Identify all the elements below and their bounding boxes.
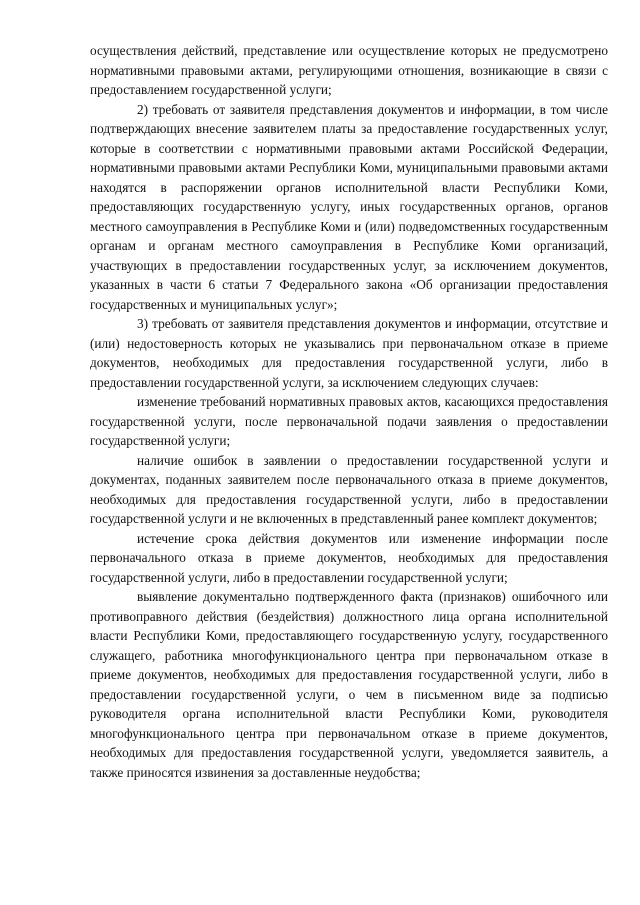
paragraph-continuation: осуществления действий, представление или осуществление которых не предусмотрено нормативными правовыми актами, регулирующими отношения, возникающие в связи с предоставлением государственной услуги; (90, 43, 608, 97)
paragraph-case-expiry: истечение срока действия документов или изменение информации после первоначального отказа в приеме документов, необходимых для предоставления государственной услуги, либо в предоставлении государственной услуги; (90, 530, 608, 585)
paragraph-case-misconduct: выявление документально подтвержденного факта (признаков) ошибочного или противоправного действия (бездействия) должностного лица органа исполнительной власти Республики Коми, предоставляющего государственную услугу, государственного служащего, работника многофункционального центра при первоначальном отказе в приеме документов, необходимых для предоставления государственной услуги, либо в предоставлении государственной услуги, о чем в письменном виде за подписью руководителя органа исполнительной власти Республики Коми, руководителя многофункционального центра при первоначальном отказе в приеме документов, необходимых для предоставления государственной услуги, уведомляется заявитель, а также приносятся извинения за доставленные неудобства; (90, 589, 608, 780)
document-page (90, 41, 608, 782)
paragraph-item-2: 2) требовать от заявителя представления документов и информации, в том числе подтверждающих внесение заявителем платы за предоставление государственных услуг, которые в соответствии с нормативными правовыми актами Российской Федерации, нормативными правовыми актами Республики Коми, муниципальными правовыми актами находятся в распоряжении органов исполнительной власти Республики Коми, предоставляющих государственную услугу, иных государственных органов, органов местного самоуправления в Республике Коми и (или) подведомственных государственным органам и органам местного самоуправления в Республике Коми организаций, участвующих в предоставлении государственных услуг, за исключением документов, указанных в части 6 статьи 7 Федерального закона «Об организации предоставления государственных и муниципальных услуг»; (90, 101, 608, 312)
paragraph-item-3: 3) требовать от заявителя представления документов и информации, отсутствие и (или) недостоверность которых не указывались при первоначальном отказе в приеме документов, необходимых для предоставления государственной услуги, либо в предоставлении государственной услуги, за исключением следующих случаев: (90, 316, 608, 390)
paragraph-case-errors: наличие ошибок в заявлении о предоставлении государственной услуги и документах, поданных заявителем после первоначального отказа в приеме документов, необходимых для предоставления государственной услуги, либо в предоставлении государственной услуги и не включенных в представленный ранее комплект документов; (90, 452, 608, 526)
paragraph-case-requirements-change: изменение требований нормативных правовых актов, касающихся предоставления государственной услуги, после первоначальной подачи заявления о предоставлении государственной услуги; (90, 394, 608, 448)
